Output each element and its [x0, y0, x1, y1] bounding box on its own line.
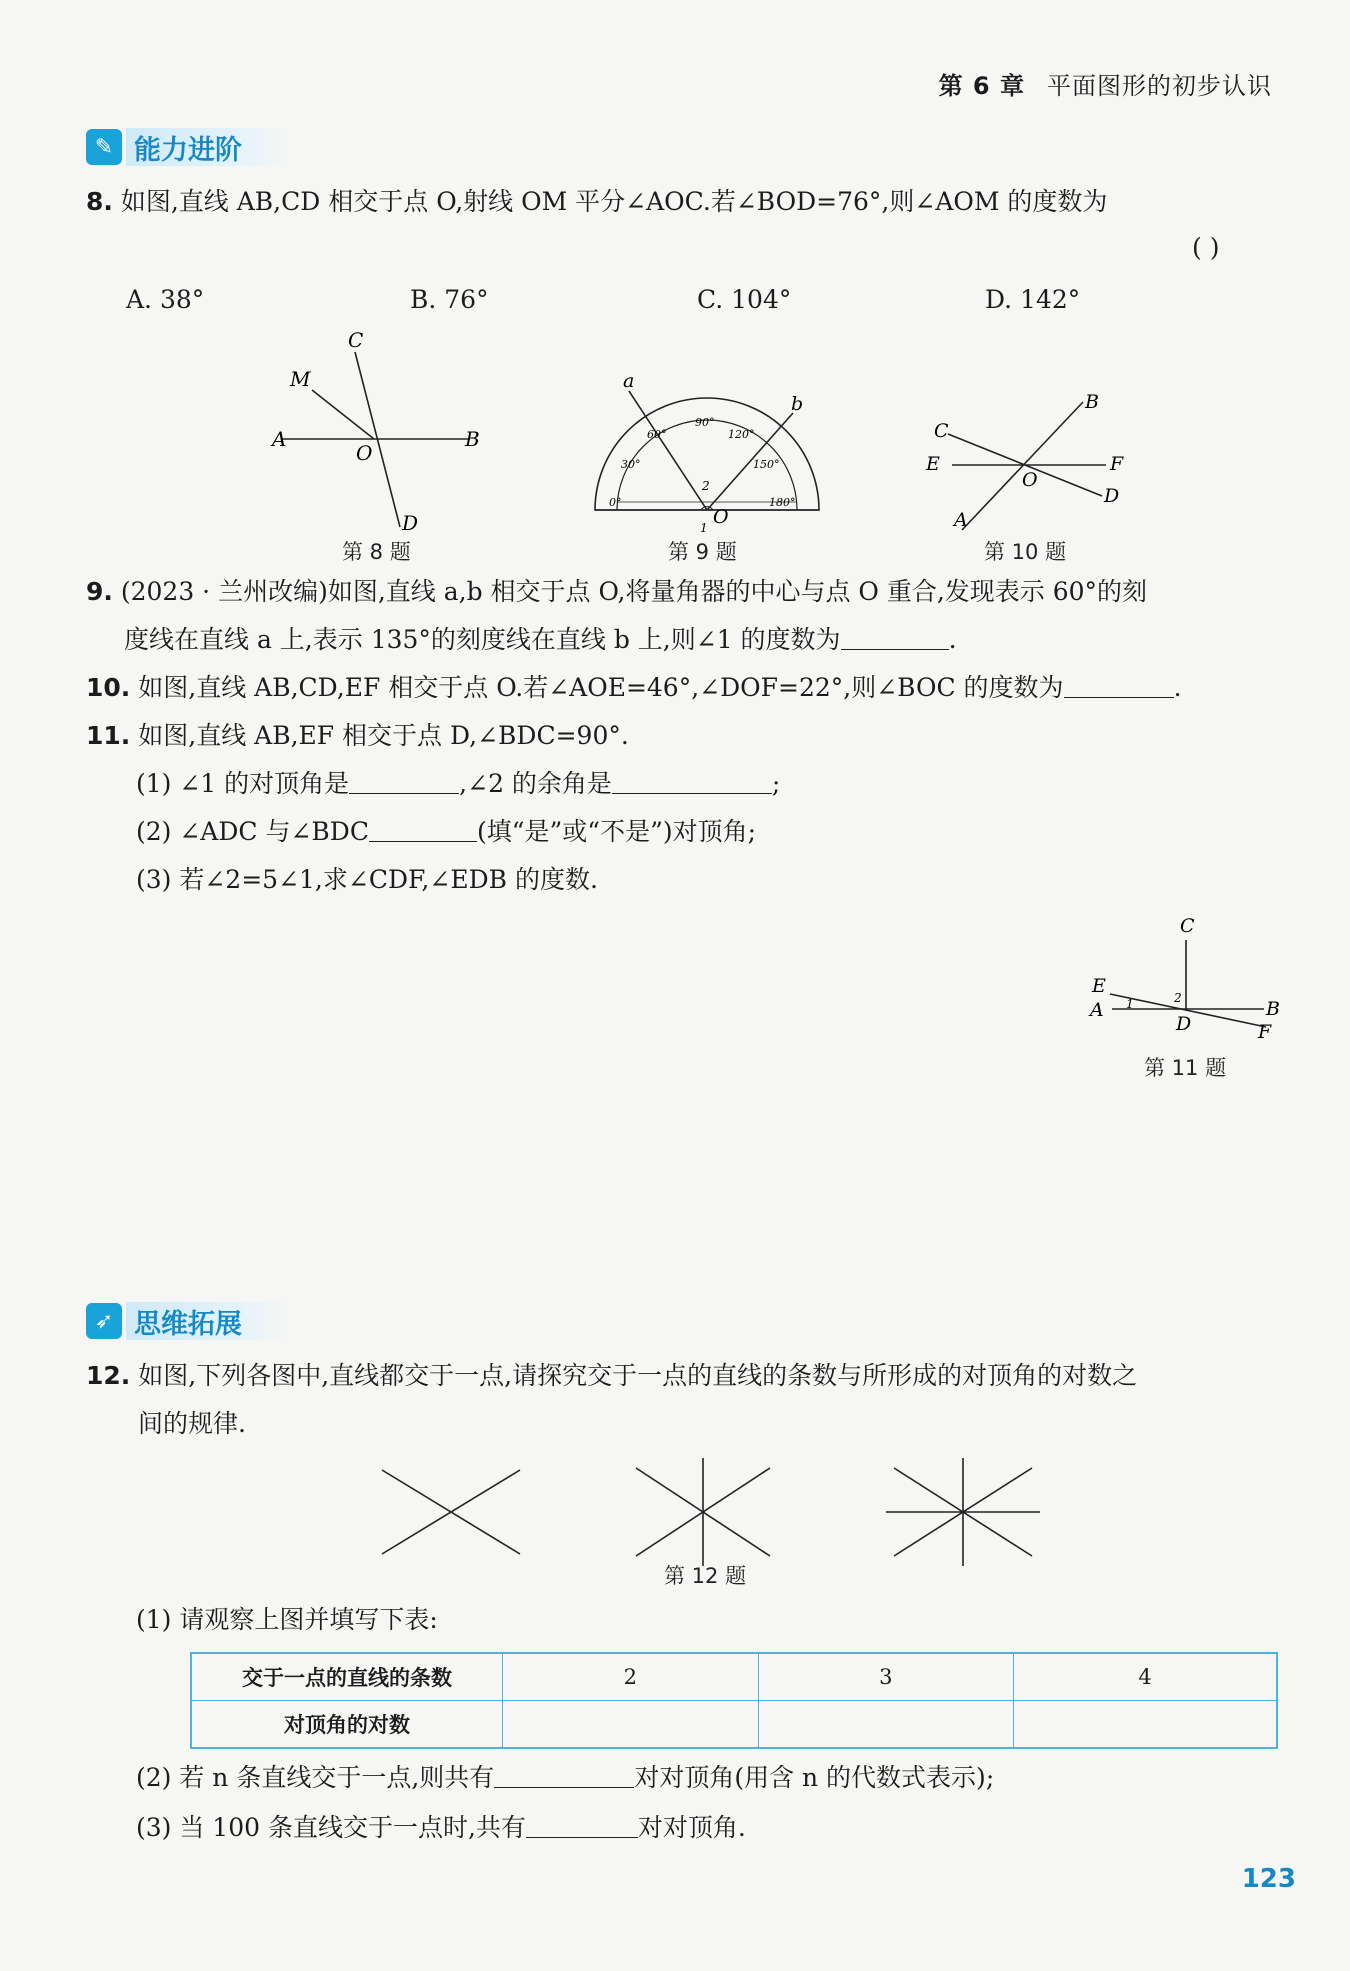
label-f: F [1258, 1021, 1272, 1043]
table-input-cell[interactable] [1014, 1701, 1277, 1749]
option-a[interactable]: A. 38° [126, 285, 205, 314]
question-12-part1: (1) 请观察上图并填写下表: [136, 1605, 438, 1634]
part-text: (2) 若 n 条直线交于一点,则共有 [136, 1763, 495, 1792]
figure-10 [920, 390, 1140, 544]
question-text: 如图,直线 AB,EF 相交于点 D,∠BDC=90°. [138, 721, 629, 750]
tick-30: 30° [621, 458, 641, 471]
label-d: D [1176, 1013, 1192, 1035]
answer-blank[interactable] [841, 621, 949, 650]
label-a: A [1090, 999, 1104, 1021]
figure-12 [374, 1456, 1054, 1572]
label-o: O [356, 441, 373, 465]
label-f: F [1110, 453, 1124, 475]
table-input-cell[interactable] [758, 1701, 1014, 1749]
figure-9 [585, 370, 830, 539]
table-cell: 2 [503, 1653, 759, 1701]
table-cell: 4 [1014, 1653, 1277, 1701]
question-12-part2 [136, 1758, 994, 1798]
part-text: (2) ∠ADC 与∠BDC [136, 817, 369, 846]
label-angle-1: 1 [700, 521, 708, 535]
question-12-line1 [86, 1356, 1137, 1396]
tick-90: 90° [695, 416, 715, 429]
label-e: E [926, 453, 940, 475]
label-c: C [1180, 915, 1195, 937]
rocket-icon: ➶ [86, 1303, 122, 1339]
part-text: (填“是”或“不是”)对顶角; [476, 817, 757, 846]
page-number: 123 [1241, 1864, 1296, 1894]
label-b-line: b [791, 393, 804, 415]
answer-blank[interactable] [349, 765, 459, 794]
answer-blank[interactable] [369, 813, 477, 842]
table-row-header: 对顶角的对数 [191, 1701, 503, 1749]
answer-blank[interactable] [526, 1809, 638, 1838]
period: . [1173, 673, 1182, 702]
label-b: B [1266, 998, 1280, 1020]
question-text: 如图,下列各图中,直线都交于一点,请探究交于一点的直线的条数与所形成的对顶角的对数之 [138, 1361, 1138, 1390]
four-lines-diagram [886, 1458, 1040, 1566]
question-11-part1 [136, 764, 780, 804]
question-number: 9. [86, 577, 113, 606]
question-text: (2023 · 兰州改编)如图,直线 a,b 相交于点 O,将量角器的中心与点 O 重合,发现表示 60°的刻 [120, 577, 1148, 606]
part-text: 对对顶角. [637, 1813, 746, 1842]
section-title: 能力进阶 [126, 128, 288, 166]
period: . [948, 625, 957, 654]
question-8 [86, 182, 1107, 222]
part-text: (3) 当 100 条直线交于一点时,共有 [136, 1813, 526, 1842]
question-12-part3 [136, 1808, 746, 1848]
answer-blank[interactable] [1064, 669, 1174, 698]
label-c: C [348, 328, 364, 352]
two-lines-diagram [382, 1470, 520, 1554]
chapter-number: 第 6 章 [938, 72, 1025, 100]
caption-fig12: 第 12 题 [664, 1564, 747, 1588]
caption-fig9: 第 9 题 [668, 540, 737, 564]
part-text: 对对顶角(用含 n 的代数式表示); [634, 1763, 995, 1792]
tick-0: 0° [609, 496, 622, 509]
section-heading-ability [86, 126, 288, 168]
chapter-title: 平面图形的初步认识 [1047, 72, 1272, 100]
question-9-line2 [124, 620, 957, 660]
question-number: 10. [86, 673, 131, 702]
tick-120: 120° [728, 428, 755, 441]
tick-150: 150° [753, 458, 780, 471]
question-9-line1 [86, 572, 1147, 612]
table-cell: 3 [758, 1653, 1014, 1701]
label-m: M [290, 367, 311, 391]
label-d: D [1104, 485, 1120, 507]
label-b: B [465, 427, 480, 451]
question-12-line2: 间的规律. [138, 1409, 246, 1438]
label-a: A [954, 509, 968, 531]
label-e: E [1092, 975, 1106, 997]
caption-fig11: 第 11 题 [1144, 1056, 1227, 1080]
section-title: 思维拓展 [126, 1302, 288, 1340]
table-row-header: 交于一点的直线的条数 [191, 1653, 503, 1701]
label-d: D [402, 511, 419, 535]
label-o: O [1022, 469, 1038, 491]
chapter-header [939, 66, 1272, 101]
label-a-line: a [623, 370, 635, 392]
question-number: 8. [86, 187, 113, 216]
table-input-cell[interactable] [503, 1701, 759, 1749]
label-angle-1: 1 [1126, 997, 1134, 1011]
label-a: A [272, 427, 287, 451]
part-text: ; [771, 769, 781, 798]
tick-180: 180° [769, 496, 796, 509]
figure-11 [1088, 912, 1288, 1051]
question-11 [86, 716, 629, 756]
question-text: 度线在直线 a 上,表示 135°的刻度线在直线 b 上,则∠1 的度数为 [124, 625, 841, 654]
question-number: 11. [86, 721, 131, 750]
option-b[interactable]: B. 76° [410, 285, 489, 314]
label-b: B [1085, 391, 1099, 413]
question-11-part3: (3) 若∠2=5∠1,求∠CDF,∠EDB 的度数. [136, 865, 598, 894]
caption-fig8: 第 8 题 [342, 540, 411, 564]
question-10 [86, 668, 1182, 708]
question-11-part2 [136, 812, 756, 852]
question-text: 如图,直线 AB,CD 相交于点 O,射线 OM 平分∠AOC.若∠BOD=76°,则∠AOM 的度数为 [120, 187, 1108, 216]
question-number: 12. [86, 1361, 131, 1390]
option-c[interactable]: C. 104° [697, 285, 792, 314]
table-row [191, 1653, 1277, 1701]
label-angle-2: 2 [1174, 991, 1182, 1005]
caption-fig10: 第 10 题 [984, 540, 1067, 564]
label-angle-2: 2 [702, 479, 710, 493]
part-text: (1) ∠1 的对顶角是 [136, 769, 350, 798]
three-lines-diagram [636, 1458, 770, 1566]
answer-paren: ( ) [1192, 233, 1220, 262]
answer-table [190, 1652, 1278, 1749]
figure-8 [260, 322, 500, 556]
tick-60: 60° [647, 428, 667, 441]
part-text: ,∠2 的余角是 [459, 769, 612, 798]
question-text: 如图,直线 AB,CD,EF 相交于点 O.若∠AOE=46°,∠DOF=22°,则∠BOC 的度数为 [138, 673, 1064, 702]
table-row [191, 1701, 1277, 1749]
answer-blank[interactable] [494, 1759, 634, 1788]
section-heading-thinking [86, 1300, 288, 1342]
answer-blank[interactable] [612, 765, 772, 794]
pencil-icon: ✎ [86, 129, 122, 165]
label-o: O [713, 506, 729, 528]
label-c: C [934, 420, 949, 442]
option-d[interactable]: D. 142° [985, 285, 1081, 314]
